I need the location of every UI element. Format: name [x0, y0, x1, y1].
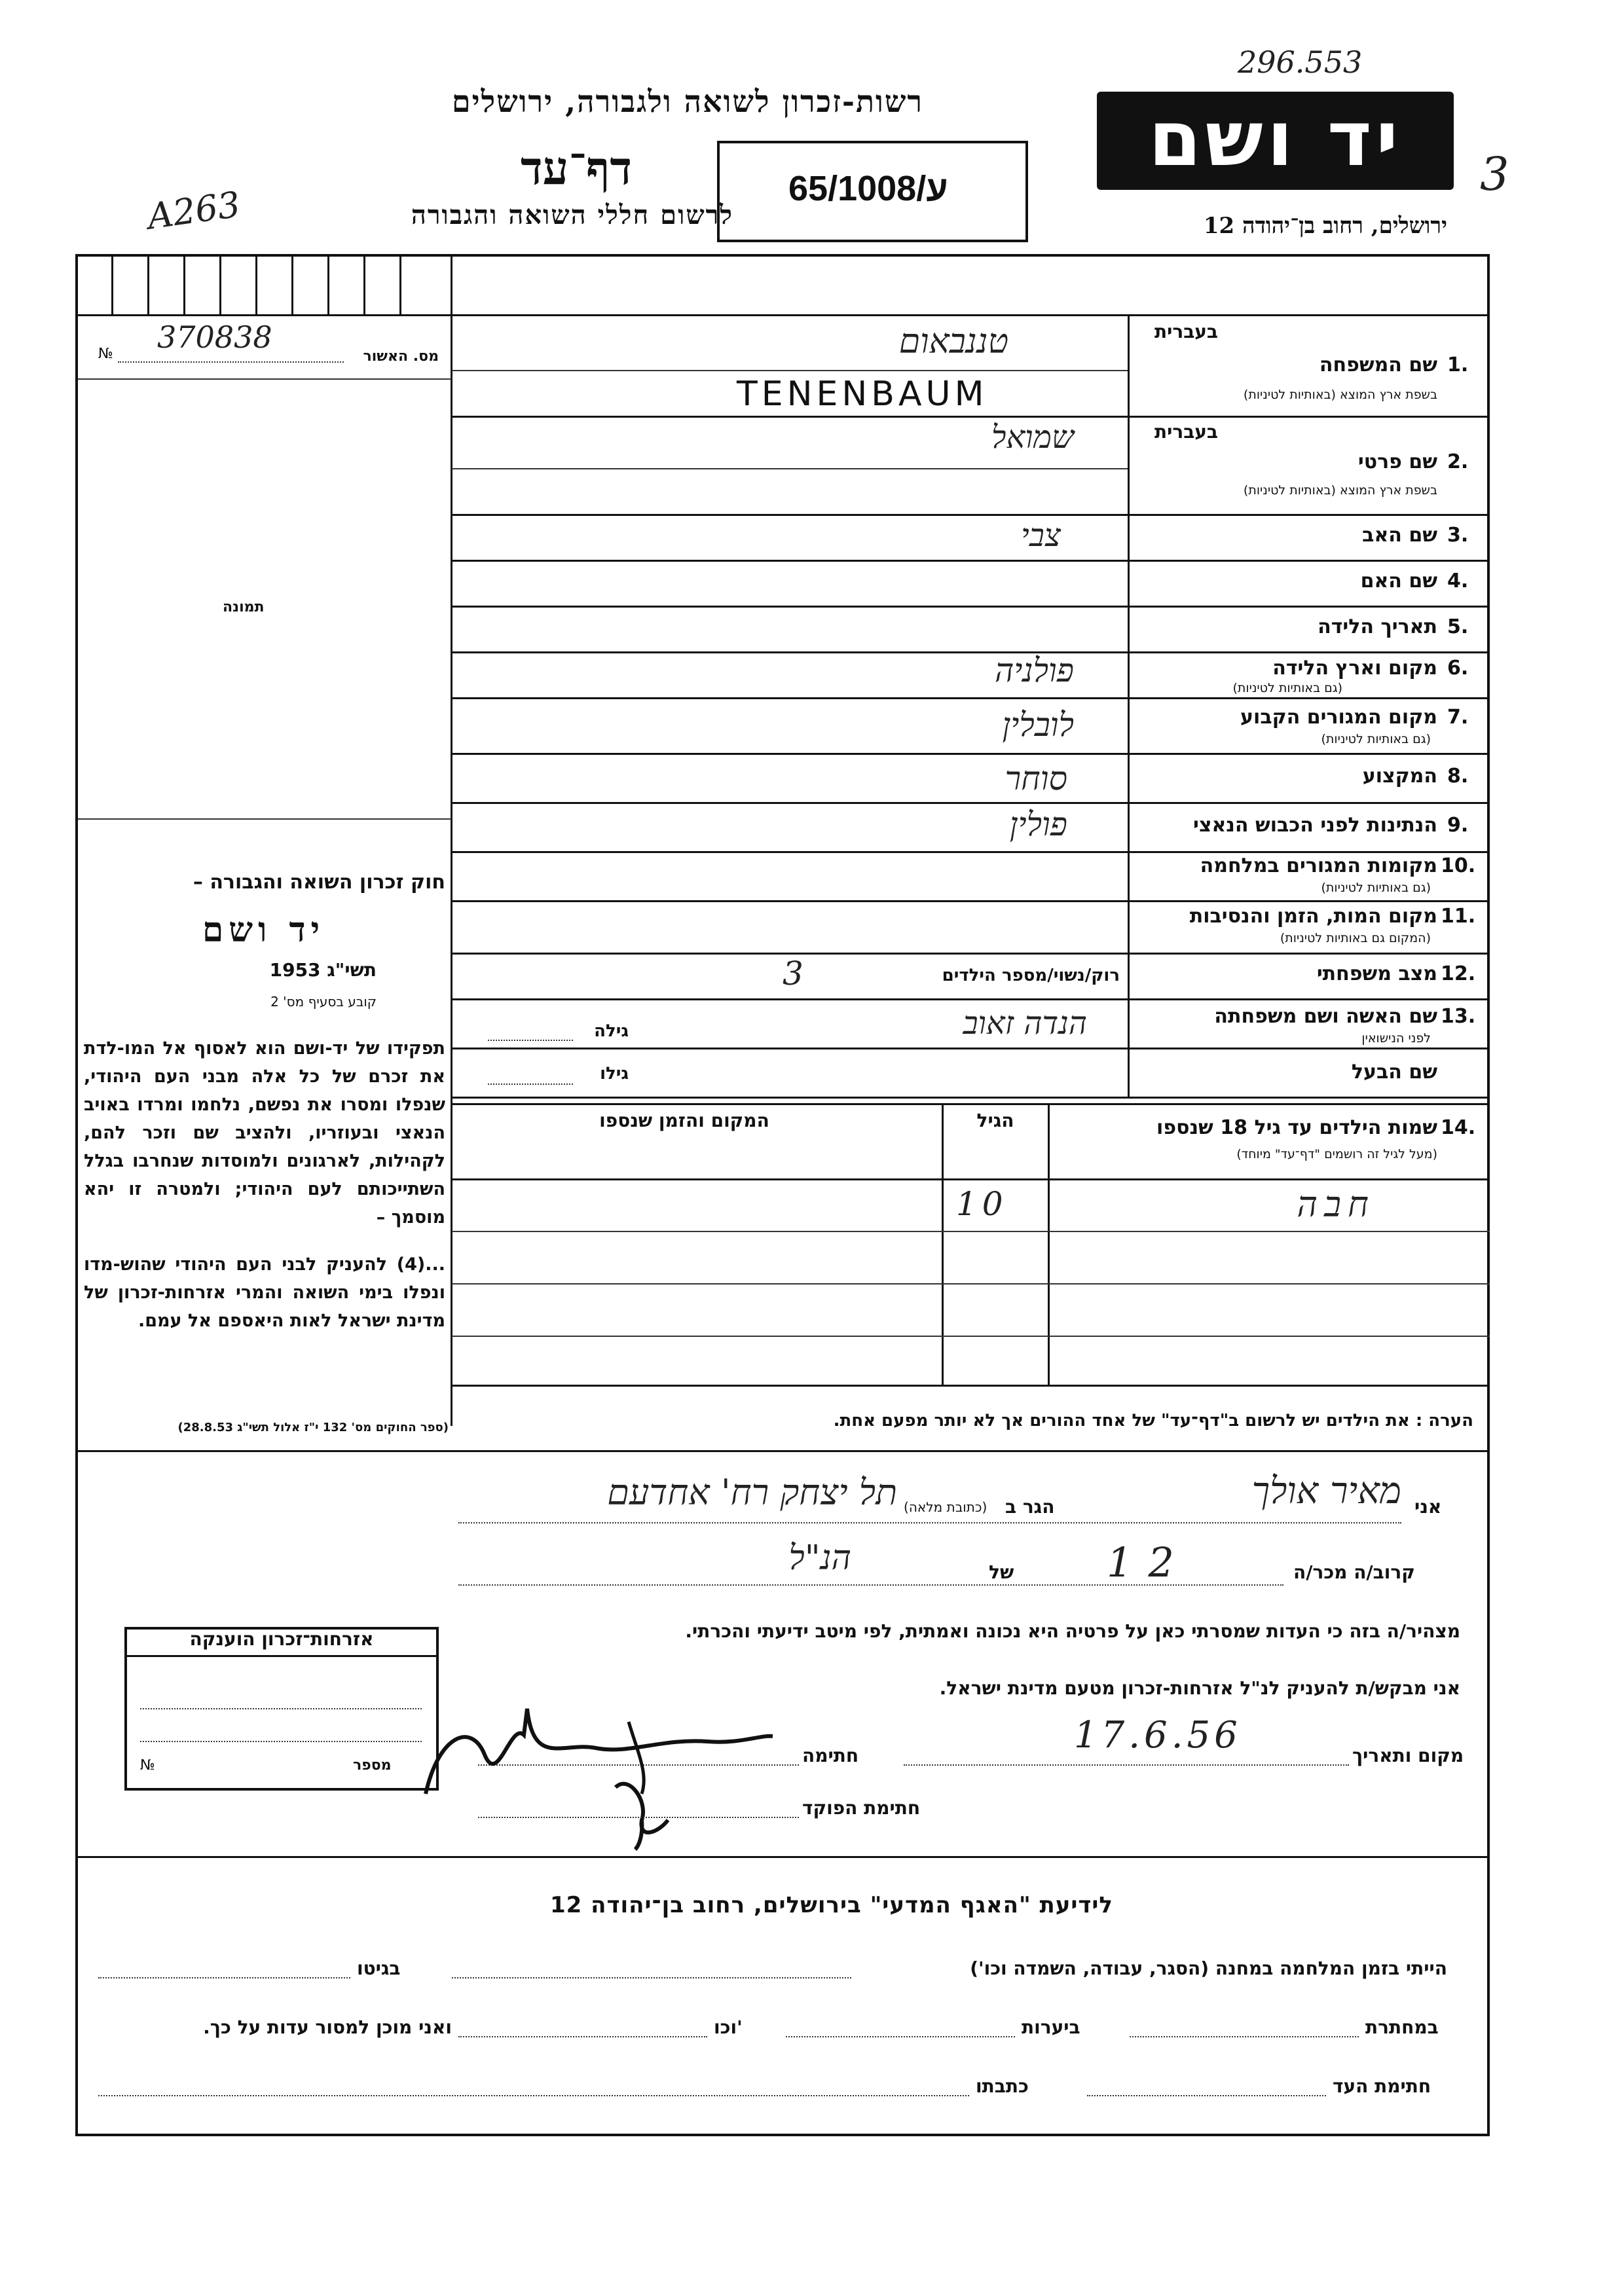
field-4-label: שם האם — [1360, 570, 1437, 592]
field-7-value: לובלין — [1002, 706, 1074, 744]
bottom-line2-c: וכו' — [714, 2016, 743, 2038]
children-header-age: הגיל — [976, 1110, 1014, 1131]
field-6-sub: (גם באותיות לטיניות) — [1232, 681, 1342, 695]
declarant-address: תל יצחק רח' אחדעם — [607, 1472, 897, 1513]
field-4-number: 4. — [1447, 570, 1469, 592]
relation-of: הנ"ל — [788, 1539, 851, 1578]
field-13-value: הנדה זאוב — [963, 1005, 1087, 1042]
field-6-number: 6. — [1447, 657, 1469, 680]
law-text-2: ...(4) להעניק לבני העם היהודי שהוש-מדו ונפלו בימי השואה והמרי אזרחות-זכרון של מדינת ישראל לאות היאספם אל עמם. — [84, 1254, 445, 1331]
official-signature-label: חתימת הפוקד — [802, 1797, 921, 1819]
children-header-names-sub: (מעל לגיל זה רושמים "דף־עד" מיוחד) — [1236, 1147, 1437, 1161]
signature-label: חתימה — [802, 1745, 859, 1766]
field-2-sub: בשפת ארץ המוצא (באותיות לטיניות) — [1243, 483, 1437, 498]
bottom-line2-d: ואני מוכן למסור עדות על כך. — [203, 2016, 452, 2038]
field-10-number: 10. — [1441, 854, 1476, 877]
field-6-label: מקום וארץ הלידה — [1272, 657, 1437, 680]
registration-stamp — [717, 141, 1028, 242]
husband-age-label: גילו — [600, 1064, 629, 1084]
field-3-number: 3. — [1447, 524, 1469, 547]
bottom-line3-a: חתימת העד — [1333, 2075, 1431, 2097]
citizenship-title: אזרחות־זכרון הוענקה — [127, 1628, 436, 1657]
certificate-label: מס. האשור — [363, 348, 439, 365]
declarant-ani: אני — [1414, 1496, 1442, 1518]
bottom-line1-a: הייתי בזמן המלחמה במחנה (הסגר, עבודה, השמדה וכו') — [970, 1958, 1447, 1979]
field-5-number: 5. — [1447, 615, 1469, 638]
husband-label: שם הבעל — [1351, 1061, 1437, 1084]
field-11-label: מקום המות, הזמן והנסיבות — [1189, 905, 1437, 928]
field-1-lang: בעברית — [1154, 321, 1218, 342]
note-text: הערה : את הילדים יש לרשום ב"דף־עד" של אחד ההורים אך לא יותר מפעם אחת. — [833, 1411, 1473, 1430]
handwritten-corner-number: 3 — [1480, 147, 1509, 201]
field-7-sub: (גם באותיות לטיניות) — [1321, 732, 1431, 746]
field-1-value-latin: TENENBAUM — [737, 374, 988, 414]
place-date-value: 17.6.56 — [1074, 1714, 1242, 1757]
children-header-names: שמות הילדים עד גיל 18 שנספו — [1156, 1116, 1437, 1139]
field-12-number: 12. — [1441, 962, 1476, 985]
marital-options: רוק/נשוי/מספר הילדים — [942, 966, 1120, 985]
declaration-text: מצהיר/ה בזה כי העדות שמסרתי כאן על פרטיה היא נכונה ואמתית, לפי מיטב ידיעתי והכרתי. — [685, 1620, 1460, 1642]
field-8-number: 8. — [1447, 765, 1469, 788]
declarant-resides-sub: (כתובת מלאה) — [904, 1499, 987, 1515]
declarant-name: מאיר אולך — [1251, 1470, 1401, 1512]
request-text: אני מבקש/ת להעניק לנ"ל אזרחות-זכרון מטעם מדינת ישראל. — [939, 1677, 1460, 1699]
citizenship-box — [124, 1627, 439, 1791]
official-signature — [602, 1761, 694, 1853]
field-11-number: 11. — [1441, 905, 1476, 928]
field-7-label: מקום המגורים הקבוע — [1240, 706, 1437, 729]
law-text-1: תפקידו של יד-ושם הוא לאסוף אל המו-לדת את זכרם של כל אלה מבני העם היהודי, שנפלו ומסרו את נפשם, נלחמו ומרדו באויב הנאצי ובעוזריו, ולהציב שם וזכר להם, לקהילות, לארגונים ולמוסדות שנחרבו בגלל השתייכותם לעם היהודי; ולמטרה זו יהא מוסמך – — [84, 1038, 445, 1228]
form-subtitle: לרשום חללי השואה והגבורה — [411, 200, 733, 230]
field-2-value: שמואל — [991, 419, 1074, 456]
citizenship-number-label: מספר — [353, 1757, 392, 1774]
field-6-value: פולניה — [994, 651, 1074, 689]
field-3-label: שם האב — [1362, 524, 1437, 547]
field-1-number: 1. — [1447, 354, 1469, 376]
field-13-number: 13. — [1441, 1005, 1476, 1028]
certificate-number-sign: № — [98, 346, 113, 362]
logo-text: יד ושם — [1148, 95, 1403, 183]
declarant-signature — [413, 1696, 779, 1807]
certificate-number: 370838 — [157, 319, 272, 355]
form-title: דף־עד — [520, 141, 632, 195]
field-3-value: צבי — [1021, 517, 1061, 554]
field-13-sub: לפני הנישואין — [1361, 1031, 1431, 1046]
authority-line: רשות-זכרון לשואה ולגבורה, ירושלים — [451, 84, 923, 119]
field-1-sub: בשפת ארץ המוצא (באותיות לטיניות) — [1243, 388, 1437, 402]
shel-label: של — [989, 1561, 1014, 1583]
marital-children-count: 3 — [783, 955, 803, 993]
relation-value: 12 — [1107, 1539, 1190, 1586]
children-header-number: 14. — [1441, 1116, 1476, 1139]
wife-age-label: גילה — [594, 1021, 629, 1041]
bottom-line2-a: במחתרת — [1365, 2016, 1439, 2038]
field-1-label: שם המשפחה — [1319, 354, 1437, 376]
bottom-line3-b: כתבתו — [976, 2075, 1029, 2097]
field-1-value-hebrew: טננבאום — [898, 322, 1008, 361]
child-1-age: 10 — [956, 1185, 1008, 1223]
field-10-sub: (גם באותיות לטיניות) — [1321, 881, 1431, 895]
stamp-number: 65/1008/ע — [788, 169, 948, 208]
field-9-number: 9. — [1447, 814, 1469, 837]
law-title: חוק זכרון השואה והגבורה – — [193, 871, 445, 894]
field-8-label: המקצוע — [1362, 765, 1437, 788]
field-10-label: מקומות המגורים במלחמה — [1200, 854, 1437, 877]
law-source: (ספר החוקים מס' 132 י"ז אלול תשי"ג 28.8.53) — [177, 1421, 449, 1434]
field-2-lang: בעברית — [1154, 421, 1218, 443]
field-9-value: פולין — [1009, 805, 1067, 843]
field-13-label: שם האשה ושם משפחתה — [1214, 1005, 1437, 1028]
field-2-label: שם פרטי — [1357, 450, 1437, 473]
handwritten-top-number: 296.553 — [1238, 45, 1363, 80]
yad-vashem-logo — [1097, 92, 1454, 190]
citizenship-number-sign: № — [140, 1757, 155, 1774]
bottom-line1-b: בגיטו — [357, 1958, 401, 1979]
field-7-number: 7. — [1447, 706, 1469, 729]
field-8-value: סוחר — [1005, 759, 1067, 797]
photo-label: תמונה — [223, 599, 265, 615]
relative-label: קרוב/ה מכר/ה — [1293, 1561, 1415, 1583]
field-11-sub: (המקום גם באותיות לטיניות) — [1280, 931, 1431, 945]
field-9-label: הנתינות לפני הכבוש הנאצי — [1193, 814, 1437, 837]
declarant-resides: הגר ב — [1005, 1496, 1055, 1518]
bottom-line2-b: ביערות — [1022, 2016, 1080, 2038]
organization-address: ירושלים, רחוב בן־יהודה 12 — [1203, 213, 1447, 239]
place-date-label: מקום ותאריך — [1352, 1745, 1464, 1766]
law-year: תשי"ג 1953 — [269, 959, 377, 981]
field-12-label: מצב משפחתי — [1316, 962, 1437, 985]
field-5-label: תאריך הלידה — [1318, 615, 1437, 638]
child-1-name: חבה — [1297, 1184, 1375, 1225]
handwritten-left-mark: A263 — [145, 183, 243, 238]
law-clause: קובע בסעיף מס' 2 — [270, 994, 377, 1010]
children-header-place: המקום והזמן שנספו — [599, 1110, 769, 1131]
bottom-title: לידיעת "האגף המדעי" בירושלים, רחוב בן־יהודה 12 — [549, 1892, 1113, 1918]
law-name: יד ושם — [202, 910, 325, 950]
field-2-number: 2. — [1447, 450, 1469, 473]
